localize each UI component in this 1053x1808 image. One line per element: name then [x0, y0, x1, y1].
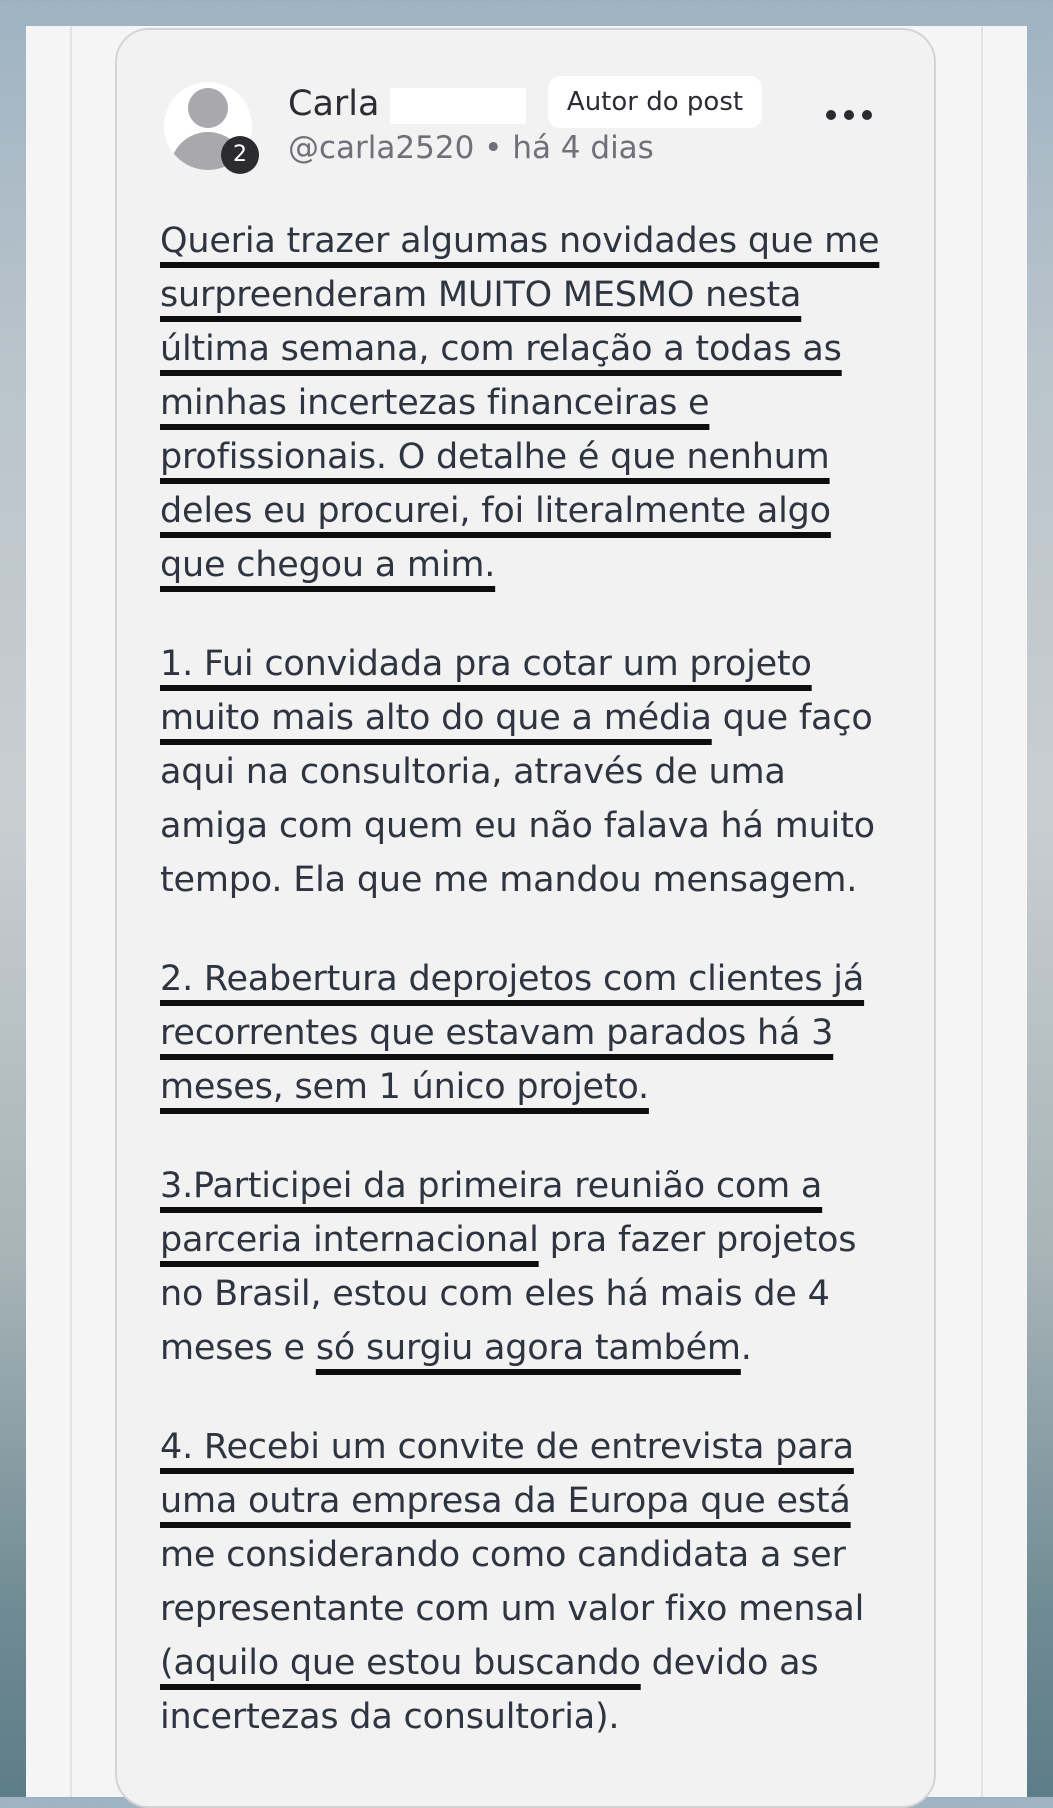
plain-phrase: meses e	[160, 1328, 316, 1368]
post-text-line: aqui na consultoria, através de uma	[160, 752, 786, 792]
post-text-line: tempo. Ela que me mandou mensagem.	[160, 860, 858, 900]
post-text-line: que chegou a mim.	[160, 545, 496, 585]
post-text-line: incertezas da consultoria).	[160, 1697, 620, 1737]
post-text-line	[160, 1213, 900, 1267]
post-item-3	[160, 1159, 900, 1375]
post-text-line	[160, 691, 900, 745]
author-badge: Autor do post	[548, 76, 762, 128]
post-text-line	[160, 1636, 900, 1690]
post-meta	[288, 128, 654, 168]
more-horizontal-icon	[826, 110, 836, 120]
post-text-line: 1. Fui convidada pra cotar um projeto	[160, 644, 812, 684]
underlined-phrase: parceria internacional	[160, 1220, 539, 1260]
plain-phrase: pra fazer projetos	[538, 1220, 857, 1260]
underlined-phrase: muito mais alto do que a média	[160, 698, 712, 738]
frame-left-rule	[70, 26, 72, 1797]
meta-separator: •	[484, 130, 503, 166]
post-text-line: recorrentes que estavam parados há 3	[160, 1013, 834, 1053]
post-text-line: 4. Recebi um convite de entrevista para	[160, 1427, 854, 1467]
post-text-line: 2. Reabertura deprojetos com clientes já	[160, 959, 865, 999]
more-horizontal-icon-dot	[862, 110, 872, 120]
author-handle[interactable]: @carla2520	[288, 130, 475, 166]
post-text-line: no Brasil, estou com eles há mais de 4	[160, 1274, 830, 1314]
avatar-count-badge: 2	[221, 136, 259, 174]
post-text-line: deles eu procurei, foi literalmente algo	[160, 491, 831, 531]
author-name[interactable]: Carla	[288, 84, 380, 124]
more-horizontal-icon-dot	[844, 110, 854, 120]
post-text-line	[160, 1321, 900, 1375]
plain-phrase: .	[740, 1328, 752, 1368]
more-options-button[interactable]	[826, 100, 872, 130]
post-text-line: 3.Participei da primeira reunião com a	[160, 1166, 823, 1206]
post-item-1	[160, 637, 900, 907]
post-text-line: amiga com quem eu não falava há muito	[160, 806, 875, 846]
post-intro	[160, 214, 900, 592]
plain-phrase: que faço	[711, 698, 873, 738]
post-text-line: me considerando como candidata a ser	[160, 1535, 846, 1575]
post-item-2	[160, 952, 900, 1114]
post-text-line: uma outra empresa da Europa que está	[160, 1481, 851, 1521]
underlined-phrase: só surgiu agora também	[315, 1328, 741, 1368]
underlined-phrase: (aquilo que estou buscando	[160, 1643, 641, 1683]
post-item-4	[160, 1420, 900, 1744]
frame-right-rule	[981, 26, 983, 1797]
post-text-line: Queria trazer algumas novidades que me	[160, 221, 880, 261]
post-text-line: profissionais. O detalhe é que nenhum	[160, 437, 830, 477]
redaction-box	[390, 88, 526, 124]
post-text-line: última semana, com relação a todas as	[160, 329, 842, 369]
plain-phrase: devido as	[640, 1643, 819, 1683]
post-body	[160, 214, 900, 1744]
post-text-line: surpreenderam MUITO MESMO nesta	[160, 275, 802, 315]
post-text-line: representante com um valor fixo mensal	[160, 1589, 865, 1629]
avatar-head-shape	[188, 88, 228, 128]
post-timestamp: há 4 dias	[512, 130, 654, 166]
post-text-line: meses, sem 1 único projeto.	[160, 1067, 649, 1107]
post-text-line: minhas incertezas financeiras e	[160, 383, 710, 423]
